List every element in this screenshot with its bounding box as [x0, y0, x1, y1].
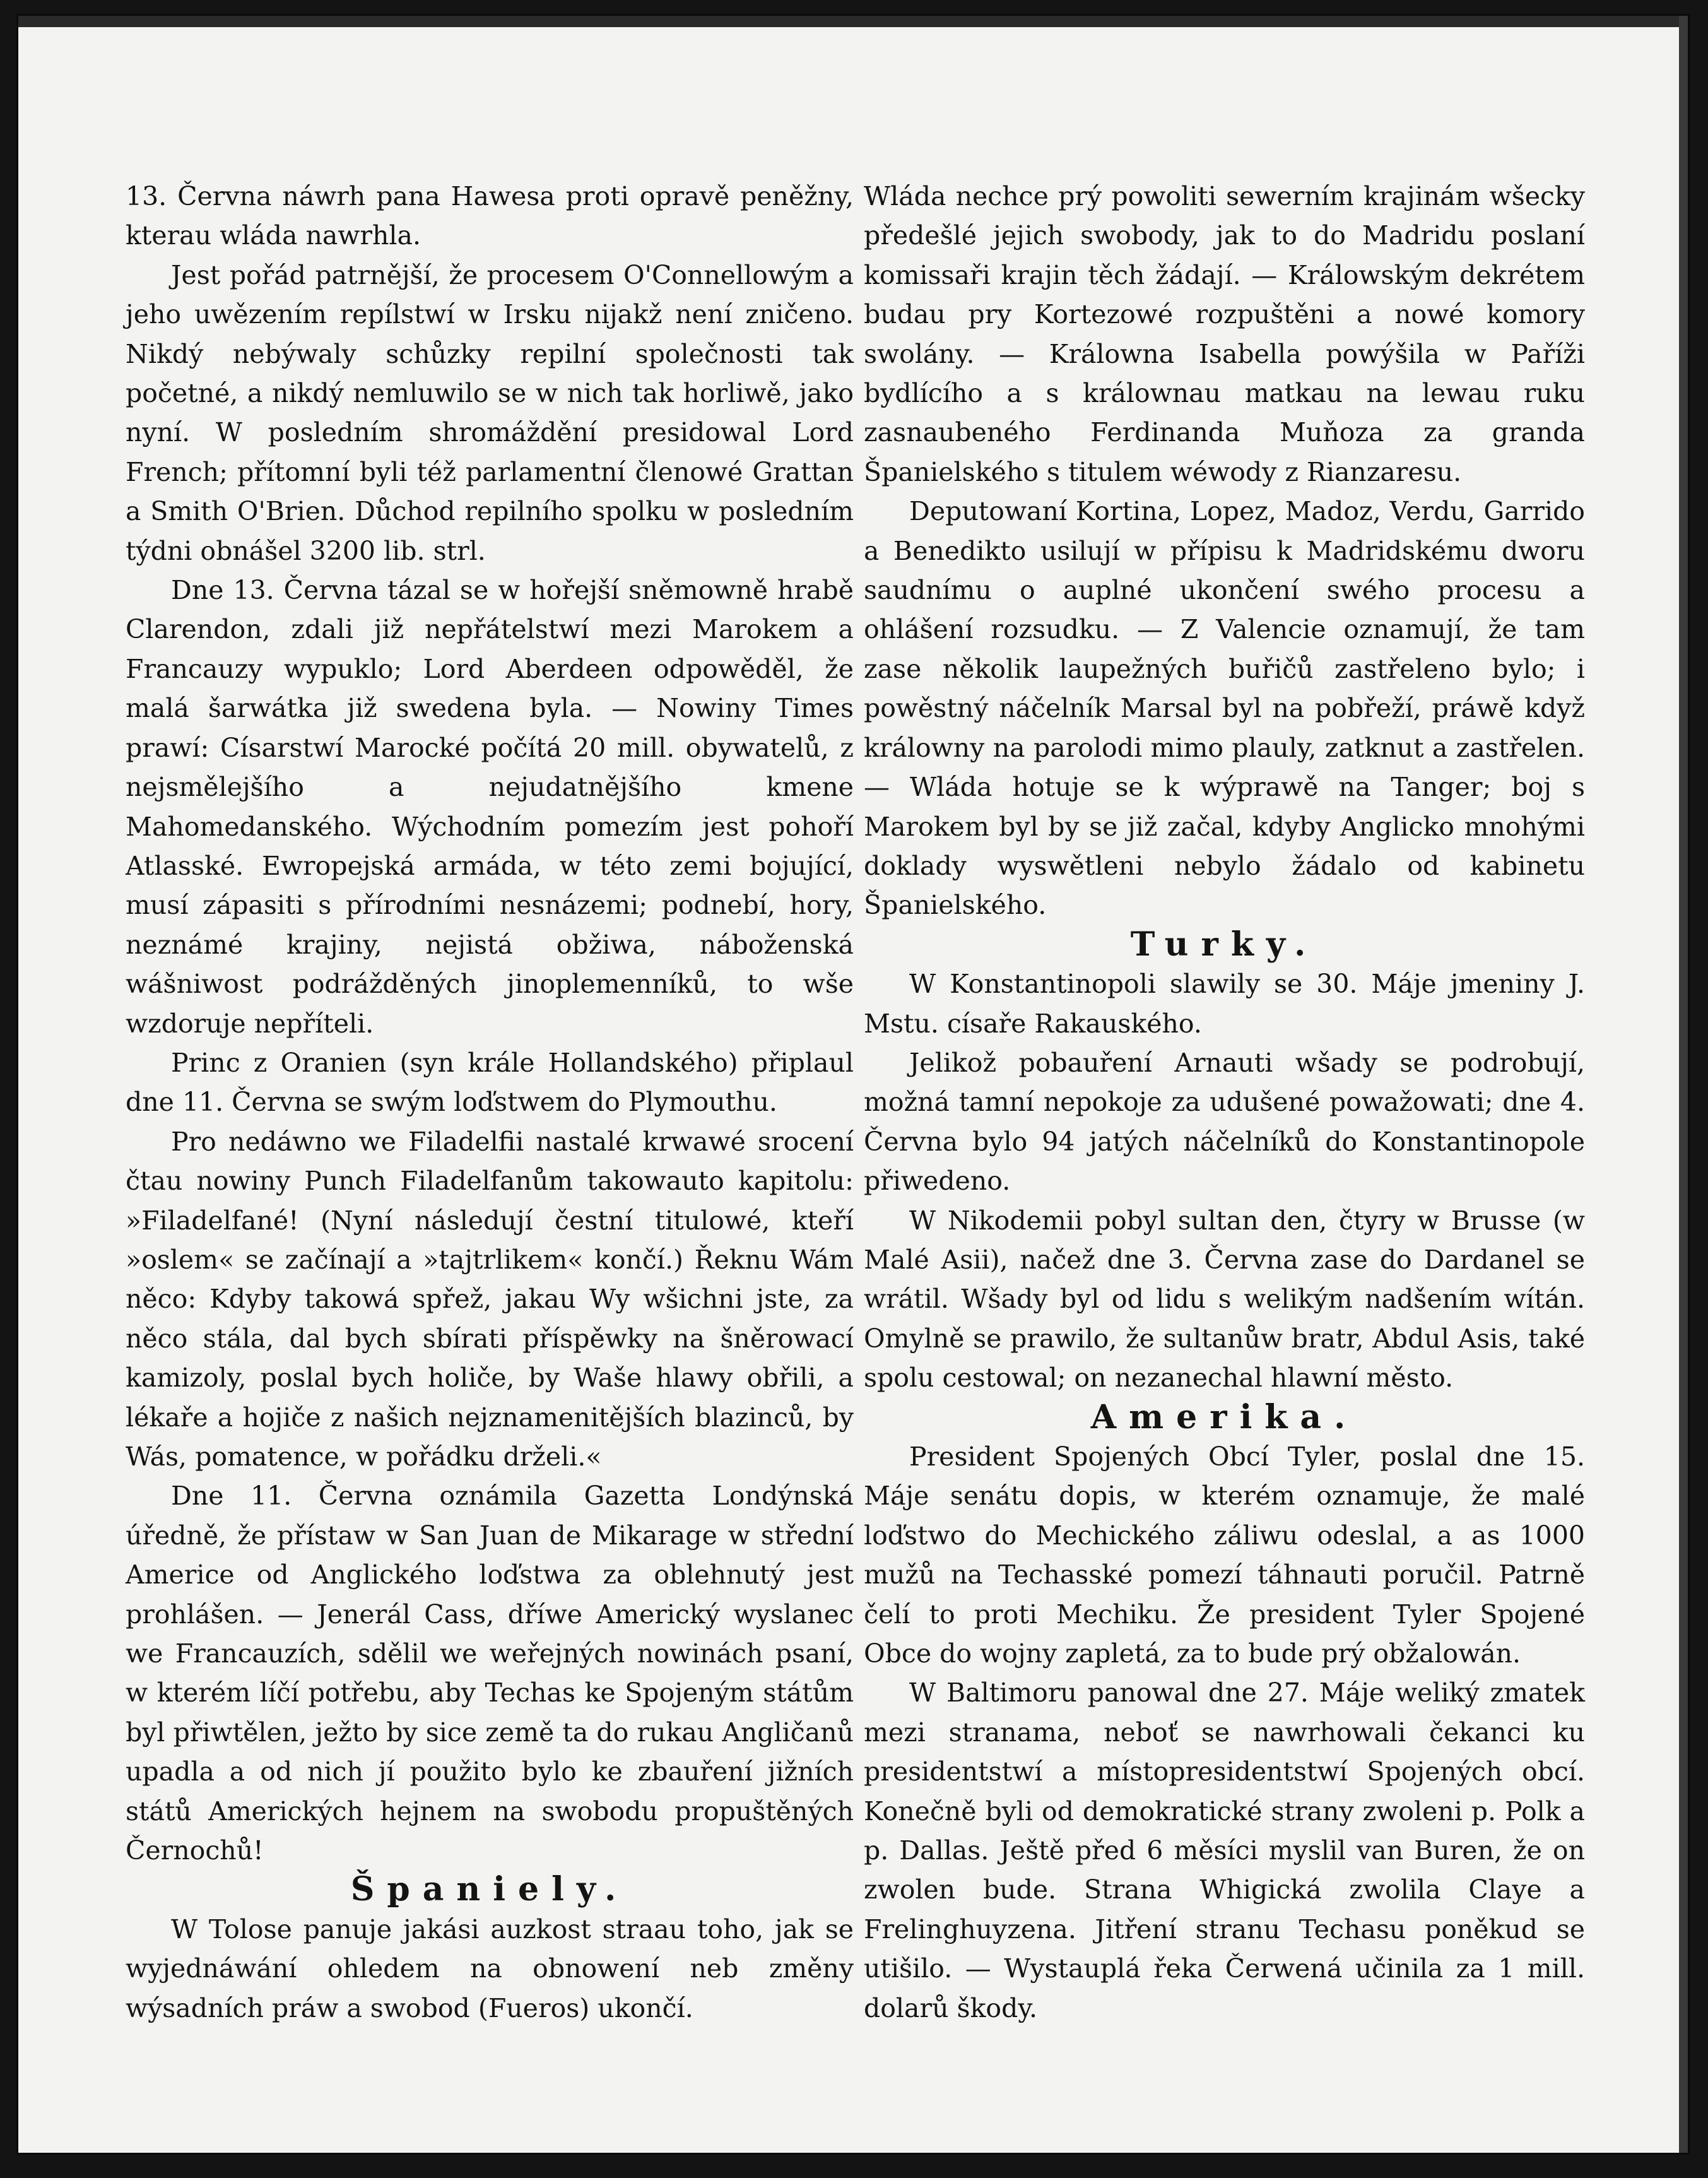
paragraph: 13. Června náwrh pana Hawesa proti opravě peněžny, kterau wláda nawrhla.: [126, 181, 854, 251]
newspaper-page: [16, 14, 1690, 2155]
paragraph: Wláda nechce prý powoliti sewerním krajinám wšecky předešlé jejich swobody, jak to do Madridu poslaní komissaři krajin těch žádají. — Králowským dekrétem budau pry Kortezowé rozpuštěni a nowé komory swolány. — Králowna Isabella powýšila w Paříži bydlícího a s králownau matkau na lewau ruku zasnaubeného Ferdinanda Muňoza za granda Španielského s titulem wéwody z Rianzaresu.: [864, 181, 1585, 487]
paragraph: W Baltimoru panowal dne 27. Máje weliký zmatek mezi stranama, neboť se nawrhowali čekanci ku presidentstwí a místopresidentstwí Spojených obcí. Konečně byli od demokratické strany zwoleni p. Polk a p. Dallas. Ještě před 6 měsíci myslil van Buren, že on zwolen bude. Strana Whigická zwolila Claye a Frelinghuyzena. Jitření stranu Techasu poněkud se utišilo. — Wystauplá řeka Čerwená učinila za 1 mill. dolarů škody.: [864, 1678, 1585, 2023]
scan-border-right: [1679, 16, 1688, 2153]
paragraph: W Nikodemii pobyl sultan den, čtyry w Brusse (w Malé Asii), načež dne 3. Června zase do Dardanel se wrátil. Wšady byl od lidu s welikým nadšením wítán. Omylně se prawilo, že sultanůw bratr, Abdul Asis, také spolu cestowal; on nezanechal hlawní město.: [864, 1205, 1585, 1394]
paragraph: Pro nedáwno we Filadelfii nastalé krwawé srocení čtau nowiny Punch Filadelfanům takowauto kapitolu: »Filadelfané! (Nyní následují čestní titulowé, kteří »oslem« se začínají a »tajtrlikem« končí.) Řeknu Wám něco: Kdyby takowá spřež, jakau Wy wšichni jste, za něco stála, dal bych sbírati příspěwky na šněrowací kamizoly, poslal bych holiče, by Waše hlawy obřili, a lékaře a hojiče z našich nejznamenitějších blazinců, by Wás, pomatence, w pořádku drželi.«: [126, 1126, 854, 1472]
paragraph: Deputowaní Kortina, Lopez, Madoz, Verdu, Garrido a Benedikto usilují w přípisu k Madridskému dworu saudnímu o auplné ukončení swého procesu a ohlášení rozsudku. — Z Valencie oznamují, že tam zase několik laupežných buřičů zastřeleno bylo; i powěstný náčelník Marsal byl na pobřeží, práwě když králowny na parolodi mimo plauly, zatknut a zastřelen. — Wláda hotuje se k wýprawě na Tanger; boj s Marokem byl by se již začal, kdyby Anglicko mnohými doklady wyswětleni nebylo žádalo od kabinetu Španielského.: [864, 496, 1585, 921]
scan-border-top: [18, 16, 1688, 27]
section-heading-turkey: Turky.: [1130, 925, 1319, 964]
paragraph: Jest pořád patrnější, že procesem O'Connellowým a jeho uwězením repílstwí w Irsku nijakž není zničeno. Nikdý nebýwaly schůzky repilní společnosti tak početné, a nikdý nemluwilo se w nich tak horliwě, jako nyní. W posledním shromáždění presidowal Lord French; přítomní byli též parlamentní členowé Grattan a Smith O'Brien. Důchod repilního spolku w posledním týdni obnášel 3200 lib. strl.: [126, 259, 854, 566]
paragraph: Dne 11. Června oznámila Gazetta Londýnská úředně, že přístaw w San Juan de Mikarage w střední Americe od Anglického loďstwa za oblehnutý jest prohlášen. — Jenerál Cass, dříwe Americký wyslanec we Francauzích, sdělil we weřejných nowinách psaní, w kterém líčí potřebu, aby Techas ke Spojeným státům byl přiwtělen, ježto by sice země ta do rukau Angličanů upadla a od nich jí použito bylo ke zbauření jižních států Amerických hejnem na swobodu propuštěných Černochů!: [126, 1481, 854, 1866]
section-heading-america: Amerika.: [1090, 1397, 1358, 1436]
paragraph: Jelikož pobauření Arnauti wšady se podrobují, možná tamní nepokoje za udušené powažowati; dne 4. Června bylo 94 jatých náčelníků do Konstantinopole přiwedeno.: [864, 1047, 1585, 1197]
paragraph: W Konstantinopoli slawily se 30. Máje jmeniny J. Mstu. císaře Rakauského.: [864, 969, 1585, 1039]
left-column: [126, 177, 854, 2028]
paragraph: W Tolose panuje jakási auzkost straau toho, jak se wyjednáwání ohledem na obnowení neb změny wýsadních práw a swobod (Fueros) ukončí.: [126, 1914, 854, 2023]
paragraph: President Spojených Obcí Tyler, poslal dne 15. Máje senátu dopis, w kterém oznamuje, že malé loďstwo do Mechického záliwu odeslal, a as 1000 mužů na Techasské pomezí táhnauti poručil. Patrně čelí to proti Mechiku. Že president Tyler Spojené Obce do wojny zapletá, za to bude prý obžalowán.: [864, 1441, 1585, 1669]
paragraph: Princ z Oranien (syn krále Hollandského) připlaul dne 11. Června se swým loďstwem do Plymouthu.: [126, 1047, 854, 1118]
right-column: [864, 177, 1585, 2028]
section-heading-spain: Španiely.: [350, 1870, 629, 1909]
paragraph: Dne 13. Června tázal se w hořejší sněmowně hrabě Clarendon, zdali již nepřátelstwí mezi Marokem a Francauzy wypuklo; Lord Aberdeen odpowěděl, že malá šarwátka již swedena byla. — Nowiny Times prawí: Císarstwí Marocké počítá 20 mill. obywatelů, z nejsmělejšího a nejudatnějšího kmene Mahomedanského. Wýchodním pomezím jest pohoří Atlasské. Ewropejská armáda, w této zemi bojující, musí zápasiti s přírodními nesnázemi; podnebí, hory, neznámé krajiny, nejistá obžiwa, náboženská wášniwost podrážděných jinoplemenníků, to wše wzdoruje nepříteli.: [126, 575, 854, 1039]
